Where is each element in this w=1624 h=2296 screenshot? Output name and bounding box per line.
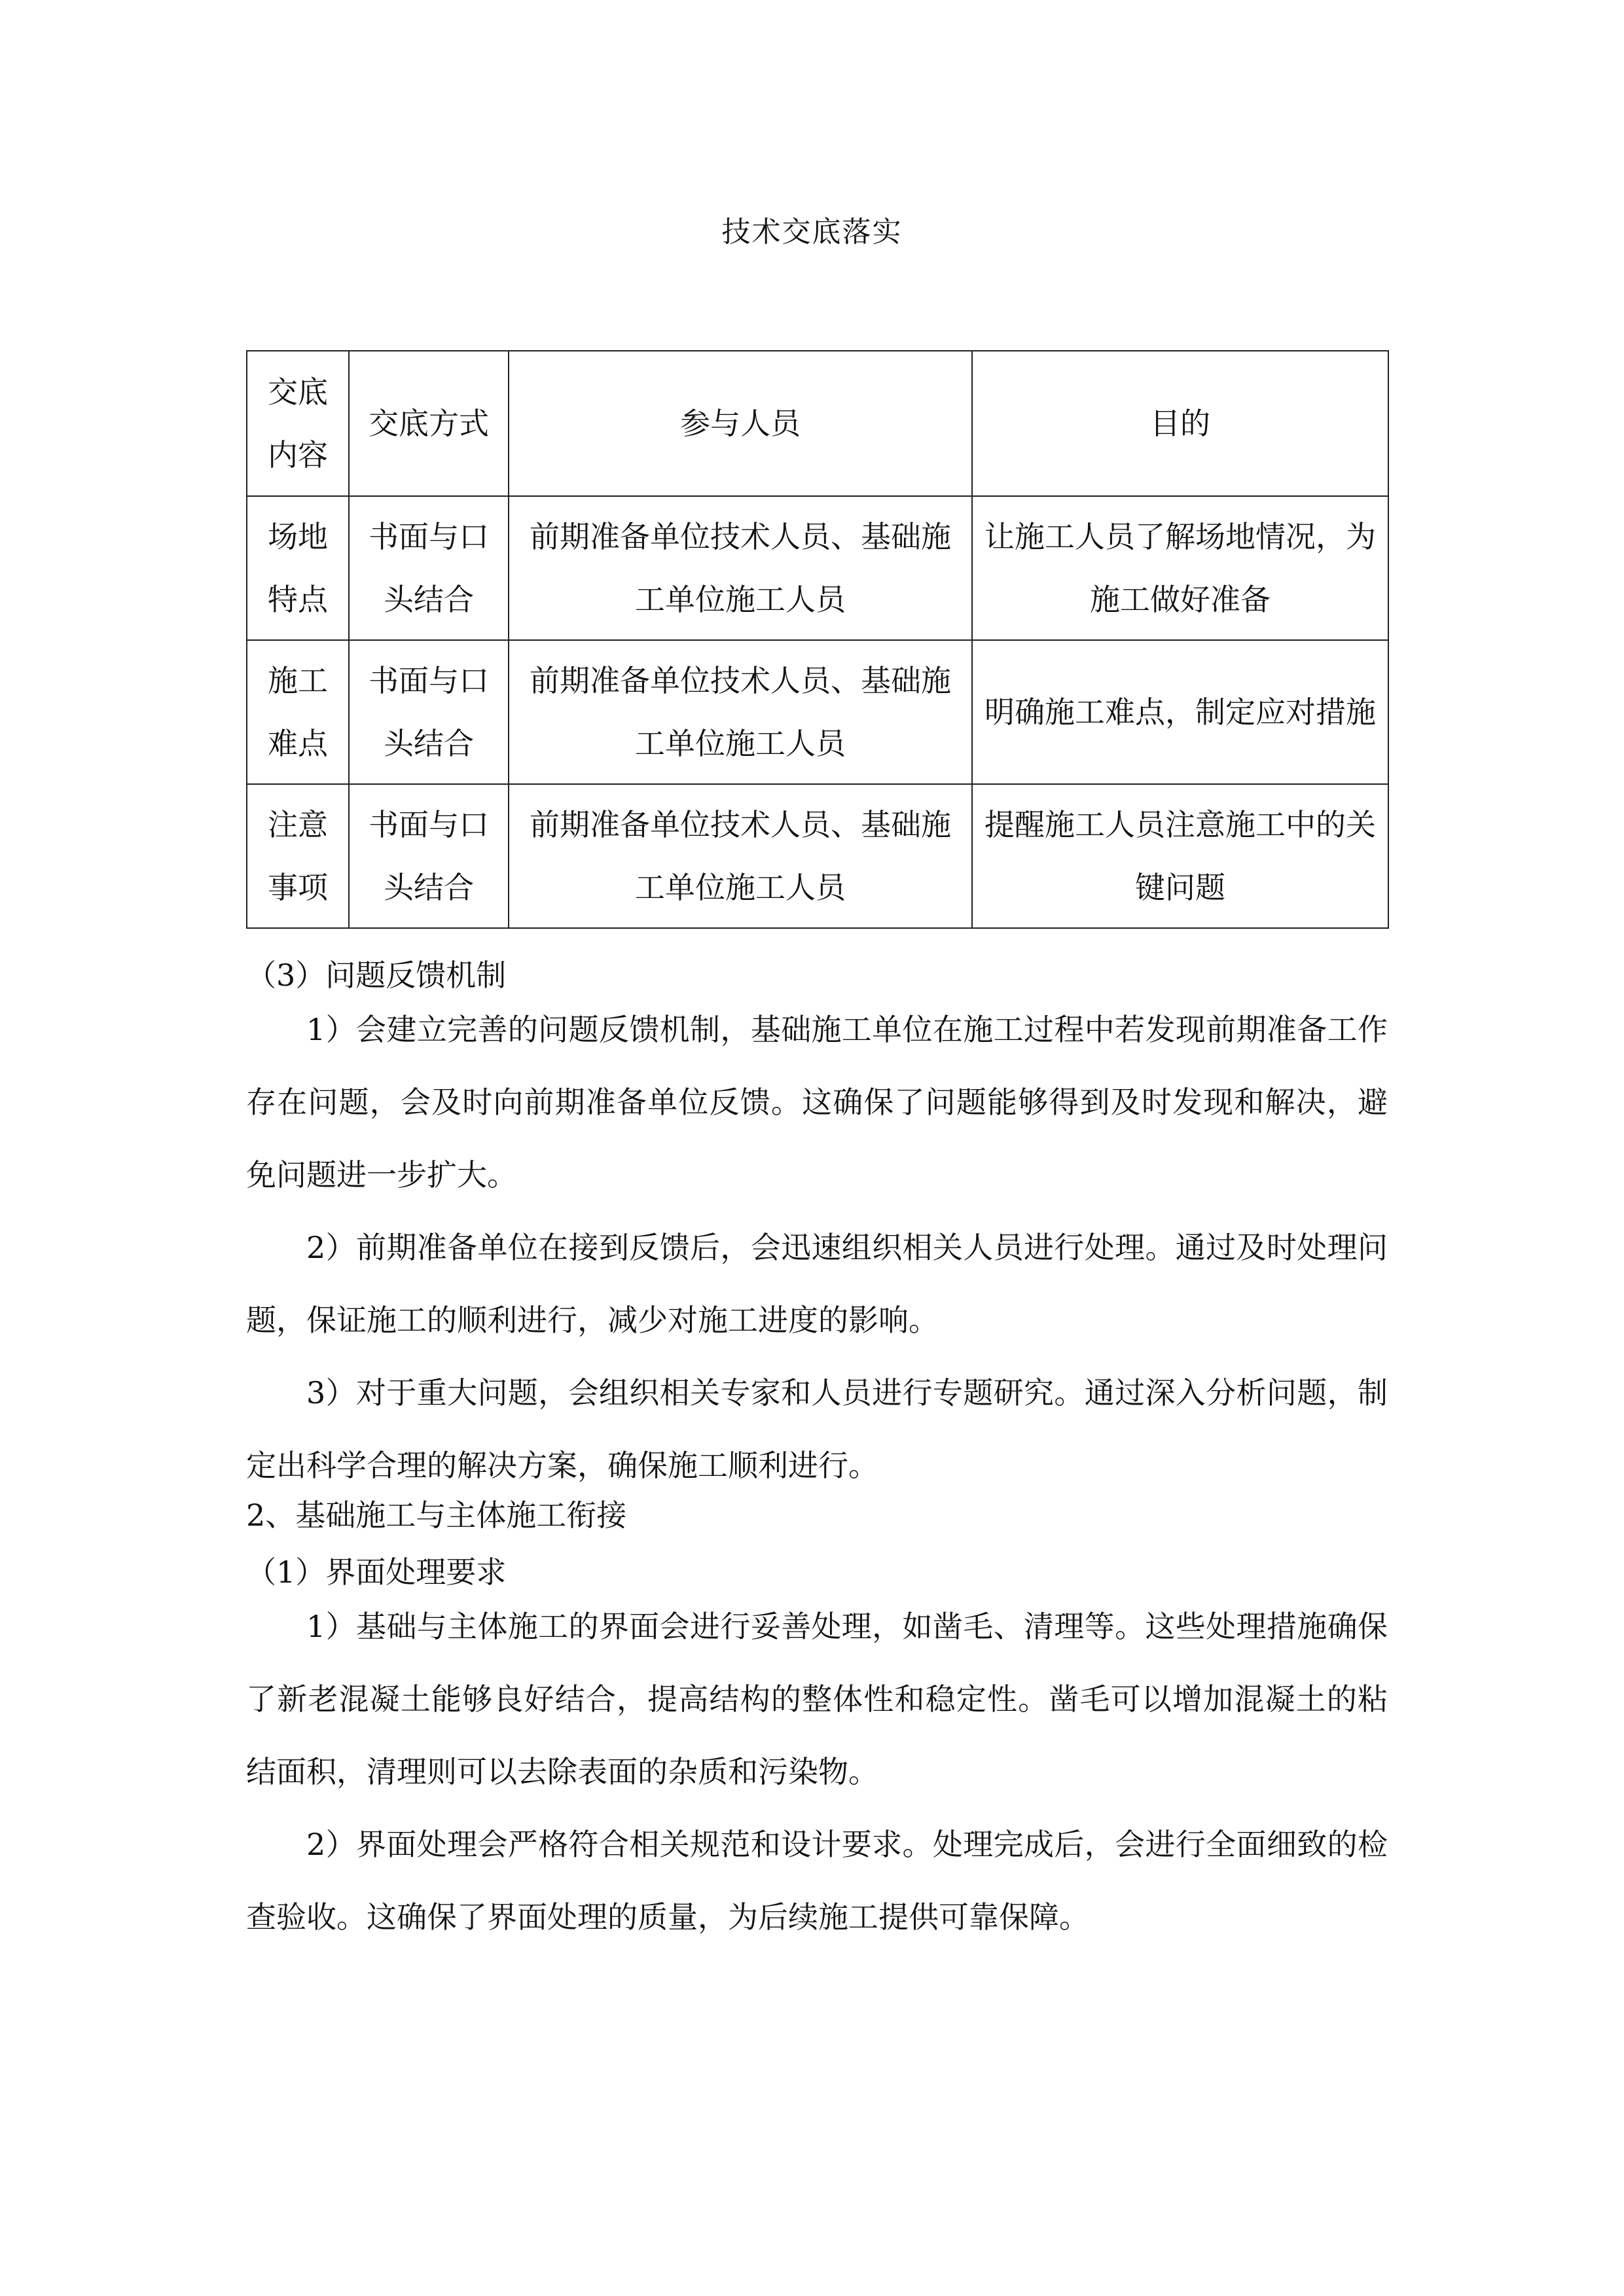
table-header-cell: 交底方式 — [349, 351, 509, 496]
paragraph: 3）对于重大问题，会组织相关专家和人员进行专题研究。通过深入分析问题，制定出科学合理的解决方案，确保施工顺利进行。 — [246, 1375, 1388, 1483]
table-row — [247, 640, 1388, 784]
table-row — [247, 496, 1388, 640]
table-cell: 前期准备单位技术人员、基础施工单位施工人员 — [509, 640, 972, 784]
table-row — [247, 784, 1388, 928]
subsection-heading-interface: （1）界面处理要求 — [246, 1554, 507, 1590]
paragraph: 2）界面处理会严格符合相关规范和设计要求。处理完成后，会进行全面细致的检查验收。这确保了界面处理的质量，为后续施工提供可靠保障。 — [246, 1827, 1388, 1935]
table-cell: 施工难点 — [247, 640, 349, 784]
table-cell: 前期准备单位技术人员、基础施工单位施工人员 — [509, 784, 972, 928]
table-header-cell: 目的 — [972, 351, 1388, 496]
table-cell: 让施工人员了解场地情况，为施工做好准备 — [972, 496, 1388, 640]
table-cell: 注意事项 — [247, 784, 349, 928]
table-cell: 前期准备单位技术人员、基础施工单位施工人员 — [509, 496, 972, 640]
paragraph: 1）会建立完善的问题反馈机制，基础施工单位在施工过程中若发现前期准备工作存在问题，会及时向前期准备单位反馈。这确保了问题能够得到及时发现和解决，避免问题进一步扩大。 — [246, 1012, 1388, 1193]
table-header-cell: 参与人员 — [509, 351, 972, 496]
section-heading-connection: 2、基础施工与主体施工衔接 — [246, 1498, 627, 1533]
disclosure-table — [246, 350, 1389, 929]
paragraph: 2）前期准备单位在接到反馈后，会迅速组织相关人员进行处理。通过及时处理问题，保证施工的顺利进行，减少对施工进度的影响。 — [246, 1230, 1388, 1338]
table-cell: 场地特点 — [247, 496, 349, 640]
page-title: 技术交底落实 — [721, 215, 903, 249]
table-cell: 提醒施工人员注意施工中的关键问题 — [972, 784, 1388, 928]
section-heading-feedback: （3）问题反馈机制 — [246, 958, 507, 993]
paragraph: 1）基础与主体施工的界面会进行妥善处理，如凿毛、清理等。这些处理措施确保了新老混凝土能够良好结合，提高结构的整体性和稳定性。凿毛可以增加混凝土的粘结面积，清理则可以去除表面的杂质和污染物。 — [246, 1609, 1388, 1789]
table-cell: 书面与口头结合 — [349, 640, 509, 784]
table-header-row — [247, 351, 1388, 496]
table-cell: 书面与口头结合 — [349, 784, 509, 928]
table-cell: 明确施工难点，制定应对措施 — [972, 640, 1388, 784]
table-header-cell: 交底内容 — [247, 351, 349, 496]
table-cell: 书面与口头结合 — [349, 496, 509, 640]
